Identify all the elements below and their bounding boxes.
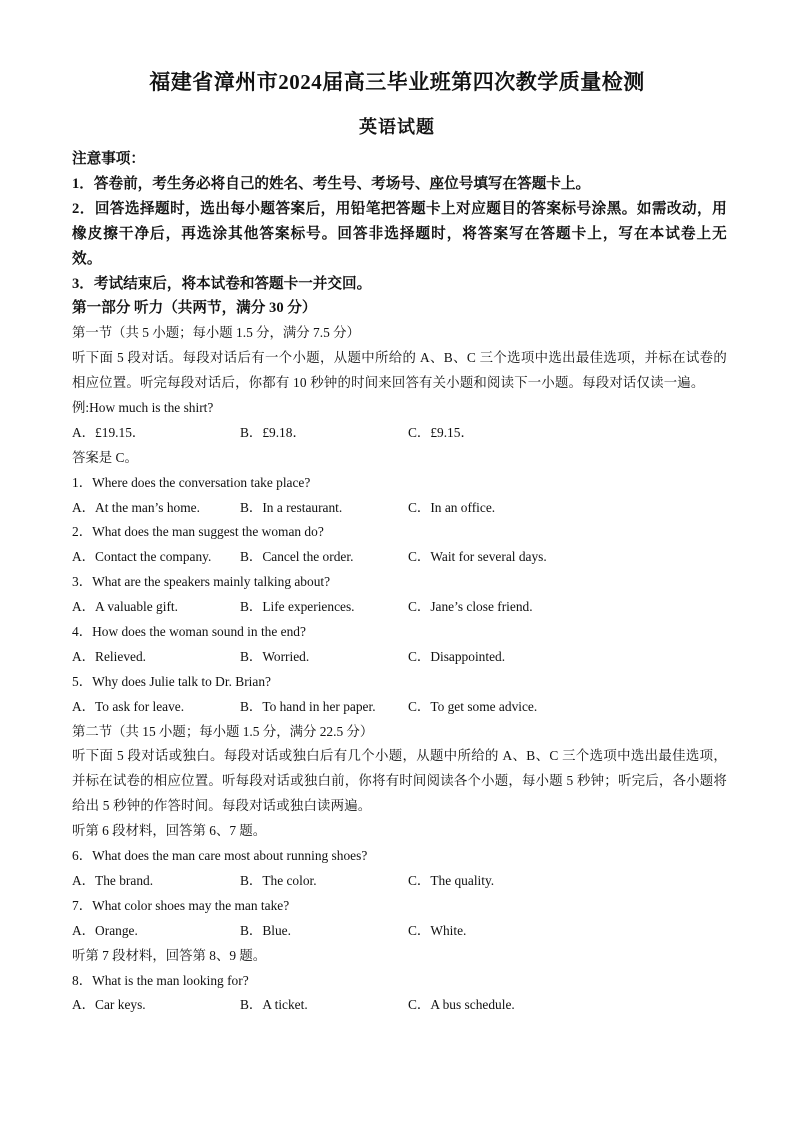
question-1-stem: 1．Where does the conversation take place? — [72, 474, 311, 490]
option-b: B．£9.18． — [240, 424, 306, 440]
option-c: C．To get some advice. — [408, 698, 538, 714]
question-6-options — [72, 869, 727, 894]
option-b: B．Blue. — [240, 922, 291, 938]
question-7-options — [72, 919, 727, 944]
notice-heading: 注意事项： — [72, 151, 145, 167]
option-c: C．In an office. — [408, 499, 496, 515]
question-2-stem: 2．What does the man suggest the woman do? — [72, 524, 324, 540]
question-8-stem: 8．What is the man looking for? — [72, 972, 249, 988]
question-8-options — [72, 993, 727, 1018]
option-a: A．A valuable gift. — [72, 599, 178, 615]
section1-instructions: 听下面 5 段对话。每段对话后有一个小题，从题中所给的 A、B、C 三个选项中选出最佳选项，并标在试卷的相应位置。听完每段对话后，你都有 10 秒钟的时间来回答有关小题和阅读下一小题。每段对话仅读一遍。 — [72, 350, 727, 391]
option-b: B．Cancel the order. — [240, 549, 354, 565]
exam-body — [72, 147, 727, 1018]
option-b: B．In a restaurant. — [240, 499, 343, 515]
question-5-options — [72, 695, 727, 720]
notice-item-1: 1．答卷前，考生务必将自己的姓名、考生号、考场号、座位号填写在答题卡上。 — [72, 175, 591, 192]
option-b: B．Life experiences. — [240, 599, 355, 615]
option-a: A．Relieved. — [72, 648, 147, 664]
option-c: C．White. — [408, 922, 467, 938]
section2-heading: 第二节（共 15 小题；每小题 1.5 分，满分 22.5 分） — [72, 723, 374, 739]
option-b: B．To hand in her paper. — [240, 698, 376, 714]
section1-heading: 第一节（共 5 小题；每小题 1.5 分，满分 7.5 分） — [72, 325, 360, 341]
question-3-stem: 3．What are the speakers mainly talking about? — [72, 574, 331, 590]
question-2-options — [72, 545, 727, 570]
exam-subtitle: 英语试题 — [359, 117, 435, 137]
option-a: A．Orange. — [72, 922, 138, 938]
question-4-options — [72, 645, 727, 670]
question-5-stem: 5．Why does Julie talk to Dr. Brian? — [72, 673, 271, 689]
question-3-options — [72, 595, 727, 620]
example-answer: 答案是 C。 — [72, 449, 138, 465]
option-c: C．Disappointed. — [408, 648, 506, 664]
option-c: C．A bus schedule. — [408, 997, 515, 1013]
option-c: C．£9.15． — [408, 424, 474, 440]
option-c: C．Wait for several days. — [408, 549, 547, 565]
option-a: A．To ask for leave. — [72, 698, 185, 714]
option-c: C．The quality. — [408, 872, 495, 888]
option-c: C．Jane’s close friend. — [408, 599, 533, 615]
question-7-stem: 7．What color shoes may the man take? — [72, 897, 290, 913]
option-a: A．The brand. — [72, 872, 154, 888]
example-options — [72, 421, 727, 446]
option-b: B．Worried. — [240, 648, 310, 664]
section2-instructions: 听下面 5 段对话或独白。每段对话或独白后有几个小题，从题中所给的 A、B、C 三个选项中选出最佳选项，并标在试卷的相应位置。听每段对话或独白前，你将有时间阅读各个小题，每小题 5 秒钟；听完后，各小题将给出 5 秒钟的作答时间。每段对话或独白读两遍。 — [72, 748, 727, 814]
question-1-options — [72, 496, 727, 521]
example-question: 例:How much is the shirt? — [72, 399, 214, 415]
notice-item-2: 2．回答选择题时，选出每小题答案后，用铅笔把答题卡上对应题目的答案标号涂黑。如需改动，用橡皮擦干净后，再选涂其他答案标号。回答非选择题时，将答案写在答题卡上，写在本试卷上无效。 — [72, 200, 727, 267]
option-a: A．£19.15． — [72, 424, 146, 440]
option-a: A．Car keys. — [72, 997, 146, 1013]
question-4-stem: 4．How does the woman sound in the end? — [72, 624, 306, 639]
question-6-stem: 6．What does the man care most about running shoes? — [72, 848, 368, 864]
option-b: B．The color. — [240, 872, 317, 888]
notice-item-3: 3．考试结束后，将本试卷和答题卡一并交回。 — [72, 275, 372, 292]
option-a: A．At the man’s home. — [72, 499, 200, 515]
exam-title: 福建省漳州市2024届高三毕业班第四次教学质量检测 — [149, 70, 645, 94]
option-b: B．A ticket. — [240, 997, 308, 1013]
material-7-note: 听第 7 段材料，回答第 8、9 题。 — [72, 947, 267, 963]
part1-heading: 第一部分 听力（共两节，满分 30 分） — [72, 300, 317, 317]
material-6-note: 听第 6 段材料，回答第 6、7 题。 — [72, 823, 267, 839]
option-a: A．Contact the company. — [72, 549, 212, 565]
